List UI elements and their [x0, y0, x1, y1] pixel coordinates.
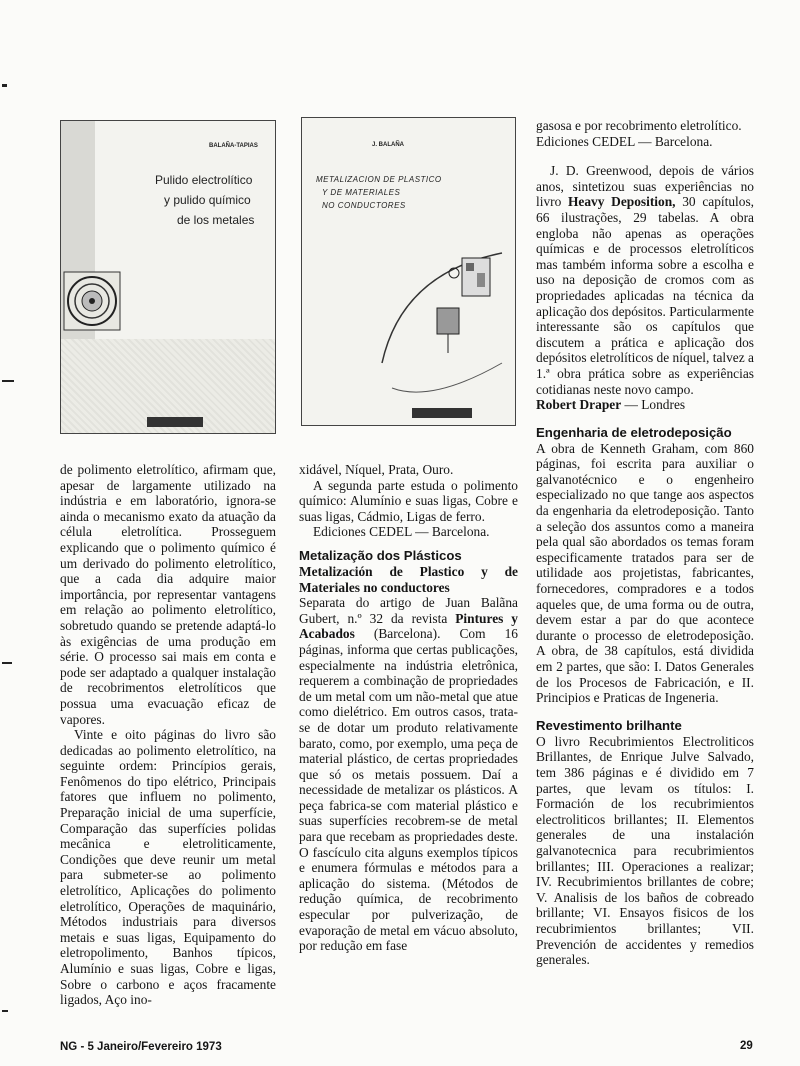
cover-disc-illustration-top — [63, 271, 121, 331]
margin-mark — [2, 1010, 8, 1012]
section-subheading: Metalización de Plastico y de Materiales no conductores — [299, 563, 518, 595]
book-cover-metalizacion — [301, 117, 516, 426]
margin-mark — [2, 662, 12, 664]
publisher-line: Ediciones CEDEL — Barcelona. — [536, 133, 713, 149]
paragraph: O livro Recubrimientos Electroliticos Brillantes, de Enrique Julve Salvado, tem 386 páginas e é dividido em 7 partes, que levam os títulos: I. Formación de los recubrimientos electroliticos brillantes; II. Elementos generales de una instalación galvanotecnica para recubrimientos brillantes; III. Operaciones a realizar; IV. Recubrimientos brillantes de cobre; V. Analisis de los baños de cobreado brillante; VI. Ensayos fisicos de los recubrimientos brillantes; VII. Prevención de accidentes y remedios generales. — [536, 733, 754, 968]
section-heading: Revestimento brilhante — [536, 717, 682, 733]
margin-mark — [2, 380, 14, 382]
text-run: J. D. Greenwood, depois de vários anos, sintetizou suas experiências no livro — [536, 163, 754, 210]
text-run: Separata do artigo de Juan Balãna Gubert, n.º 32 da revista — [299, 595, 518, 626]
cover-title-line-1: METALIZACION DE PLASTICO — [316, 175, 442, 184]
text-run: 30 capítulos, 66 ilustrações, 29 tabelas. A obra engloba não apenas as operações químicas e de processos eletrolíticos mas também informa sobre a escolha e uso na deposição de cromos com as propriedades aplicadas na técnica da aplicação dos depósitos. Particularmente interessante são os capítulos que discutem a prática e aplicação dos depósitos eletrolíticos de níquel, talvez a 1.ª obra prática sobre as experiências cotidianas neste novo campo. — [536, 194, 755, 397]
cover-publisher-logo — [412, 408, 472, 418]
margin-mark — [2, 84, 7, 87]
page-number: 29 — [740, 1040, 753, 1052]
section-heading: Metalização dos Plásticos — [299, 547, 462, 563]
cover-title-line-3: NO CONDUCTORES — [322, 201, 406, 210]
cover-title-line-2: Y DE MATERIALES — [322, 188, 401, 197]
paragraph — [536, 163, 754, 397]
paragraph: A segunda parte estuda o polimento químico: Alumínio e suas ligas, Cobre e suas ligas, Cádmio, Ligas de ferro. — [299, 477, 518, 524]
paragraph: Vinte e oito páginas do livro são dedicadas ao polimento eletrolítico, na seguinte ordem: Princípios gerais, Fenômenos do tipo elétrico, Principais fatores que influem no polimento, Preparação inicial de uma superfície, Comparação das superfícies polidas mecânica e eletroliticamente, Condições que deve reunir um metal para submeter-se ao polimento eletrolítico, Aplicações do polimento eletrolítico, Operações de maquinário, Métodos industriais para diversos metais e suas ligas, Equipamento do eletropolimento, Banhos típicos, Alumínio e suas ligas, Cobre e ligas, Sobre o carbono e aços fracamente ligados, Aço ino- — [60, 727, 276, 1008]
column-3 — [536, 118, 754, 968]
paragraph — [299, 595, 518, 954]
cover-title-line-3: de los metales — [177, 213, 255, 227]
footer-issue: NG - 5 Janeiro/Fevereiro 1973 — [60, 1041, 222, 1053]
text-run: (Barcelona). Com 16 páginas, informa que certas publicações, especialmente na indústria eletrônica, requerem a combinação de propriedades de um metal com um não-metal que atue como dielétrico. Em outros casos, trata-se de dotar um produto relativamente barato, como, por exemplo, uma peça de material plástico, de certas propriedades que só os metais possuem. Daí a necessidade de metalizar os plásticos. A peça fabrica-se com material plástico e suas superfícies recobrem-se de metal para que recebam as propriedades deste. O fascículo cita alguns exemplos típicos e enumera fórmulas e métodos para a aplicação do sistema. (Métodos de redução química, de recobrimento especular por pulverização, de evaporação de metal em vácuo absoluto, por redução em fase — [299, 626, 518, 954]
signature — [536, 397, 754, 413]
cover-title-line-2: y pulido químico — [164, 193, 251, 207]
section-heading: Engenharia de eletrodeposição — [536, 424, 732, 440]
paragraph: de polimento eletrolítico, afirmam que, apesar de largamente utilizado na indústria e em laboratório, ignora-se ainda o mecanismo exato da atuação da célula eletrolítica. Prosseguem explicando que o polimento químico é um derivado do polimento eletrolítico, que a cada dia adquire maior importância, por representar vantagens em relação ao polimento eletrolítico, sobretudo quando se pretende adaptá-lo às exigências de uma produção em série. O processo sai mais em conta e pode ser adaptado a qualquer instalação de recobrimentos eletrolíticos que possua uma evacuação eficaz de vapores. — [60, 462, 276, 727]
publisher-line: Ediciones CEDEL — Barcelona. — [313, 524, 490, 540]
cover-title-line-1: Pulido electrolítico — [155, 173, 253, 187]
paragraph: xidável, Níquel, Prata, Ouro. — [299, 462, 454, 477]
cover-publisher-logo — [147, 417, 203, 427]
cover-author-mark: J. BALAÑA — [372, 142, 405, 148]
signature-name: Robert Draper — [536, 397, 622, 413]
journal-title: Pintures y Acabados — [299, 610, 518, 642]
signature-place: — Londres — [621, 397, 686, 413]
paragraph: A obra de Kenneth Graham, com 860 páginas, foi escrita para auxiliar o galvanotécnico e o engenheiro especializado no que tange aos aspectos da engenharia da eletrodeposição. Tanto a seleção dos assuntos como a maneira pela qual são abordados os temas foram especificamente tratados para ser de utilidade aos projetistas, fabricantes, fornecedores, compradores e a todos aqueles que, de uma forma ou de outra, devem estar a par do que acontece durante o processo de eletrodeposição. A obra, de 38 capítulos, está dividida em 2 partes, que são: I. Datos Generales de los Procesos de Fabricación, e II. Principios e Praticas de Ingeneria. — [536, 440, 754, 706]
paragraph: gasosa e por recobrimento eletrolítico. — [536, 118, 742, 133]
column-1 — [60, 462, 276, 1008]
column-2 — [299, 462, 518, 954]
cover-machine-illustration — [362, 213, 512, 413]
book-title: Heavy Deposition, — [568, 194, 676, 210]
book-cover-pulido — [60, 120, 276, 434]
cover-publisher-mark: BALAÑA-TAPIAS — [209, 143, 258, 149]
